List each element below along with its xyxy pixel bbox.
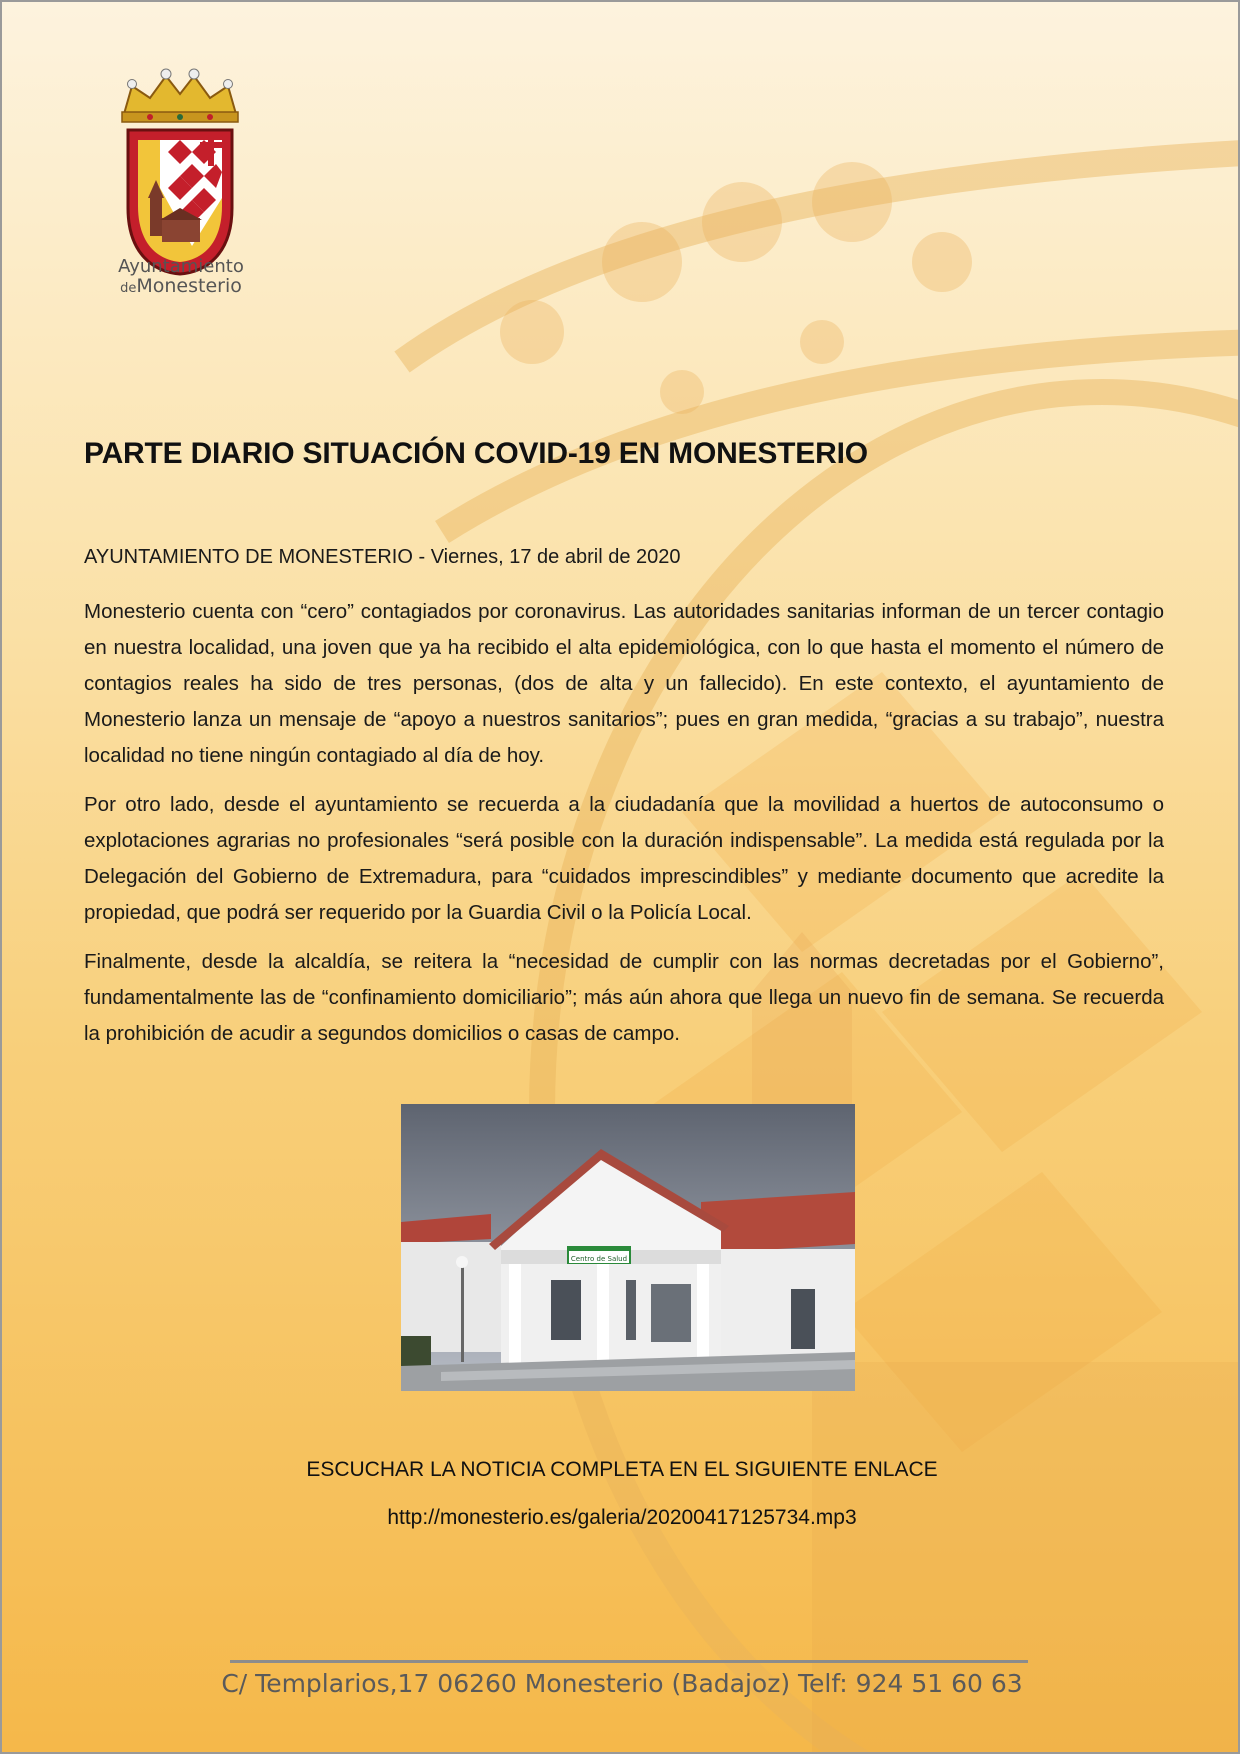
listen-label: ESCUCHAR LA NOTICIA COMPLETA EN EL SIGUIENTE ENLACE <box>306 1458 938 1481</box>
footer-divider <box>230 1660 1028 1663</box>
health-center-photo <box>401 1104 855 1391</box>
logo-caption-line2: Monesterio <box>136 274 242 297</box>
footer-address: C/ Templarios,17 06260 Monesterio (Badajoz) Telf: 924 51 60 63 <box>221 1669 1023 1698</box>
logo-caption-prefix: de <box>120 280 137 296</box>
audio-link[interactable]: http://monesterio.es/galeria/20200417125734.mp3 <box>387 1506 857 1529</box>
article-paragraph: Monesterio cuenta con “cero” contagiados por coronavirus. Las autoridades sanitarias informan de un tercer contagio en nuestra localidad, una joven que ya ha recibido el alta epidemiológica, con lo que hasta el momento el número de contagios reales ha sido de tres personas, (dos de alta y un fallecido). En este contexto, el ayuntamiento de Monesterio lanza un mensaje de “apoyo a nuestros sanitarios”; pues en gran medida, “gracias a su trabajo”, nuestra localidad no tiene ningún contagiado al día de hoy. <box>84 600 1164 767</box>
logo-caption-line1: Ayuntamiento <box>118 256 244 277</box>
article-body <box>84 594 1164 1065</box>
page-title: PARTE DIARIO SITUACIÓN COVID-19 EN MONESTERIO <box>84 437 868 470</box>
sign-text: Centro de Salud <box>570 1255 628 1263</box>
logo-caption <box>106 258 256 297</box>
article-paragraph: Finalmente, desde la alcaldía, se reitera la “necesidad de cumplir con las normas decretadas por el Gobierno”, fundamentalmente las de “confinamiento domiciliario”; más aún ahora que llega un nuevo fin de semana. Se recuerda la prohibición de acudir a segundos domicilios o casas de campo. <box>84 950 1164 1045</box>
byline-date: AYUNTAMIENTO DE MONESTERIO - Viernes, 17 de abril de 2020 <box>84 546 681 568</box>
article-paragraph: Por otro lado, desde el ayuntamiento se recuerda a la ciudadanía que la movilidad a huertos de autoconsumo o explotaciones agrarias no profesionales “será posible con la duración indispensable”. La medida está regulada por la Delegación del Gobierno de Extremadura, para “cuidados imprescindibles” y mediante documento que acredite la propiedad, que podrá ser requerido por la Guardia Civil o la Policía Local. <box>84 793 1164 924</box>
